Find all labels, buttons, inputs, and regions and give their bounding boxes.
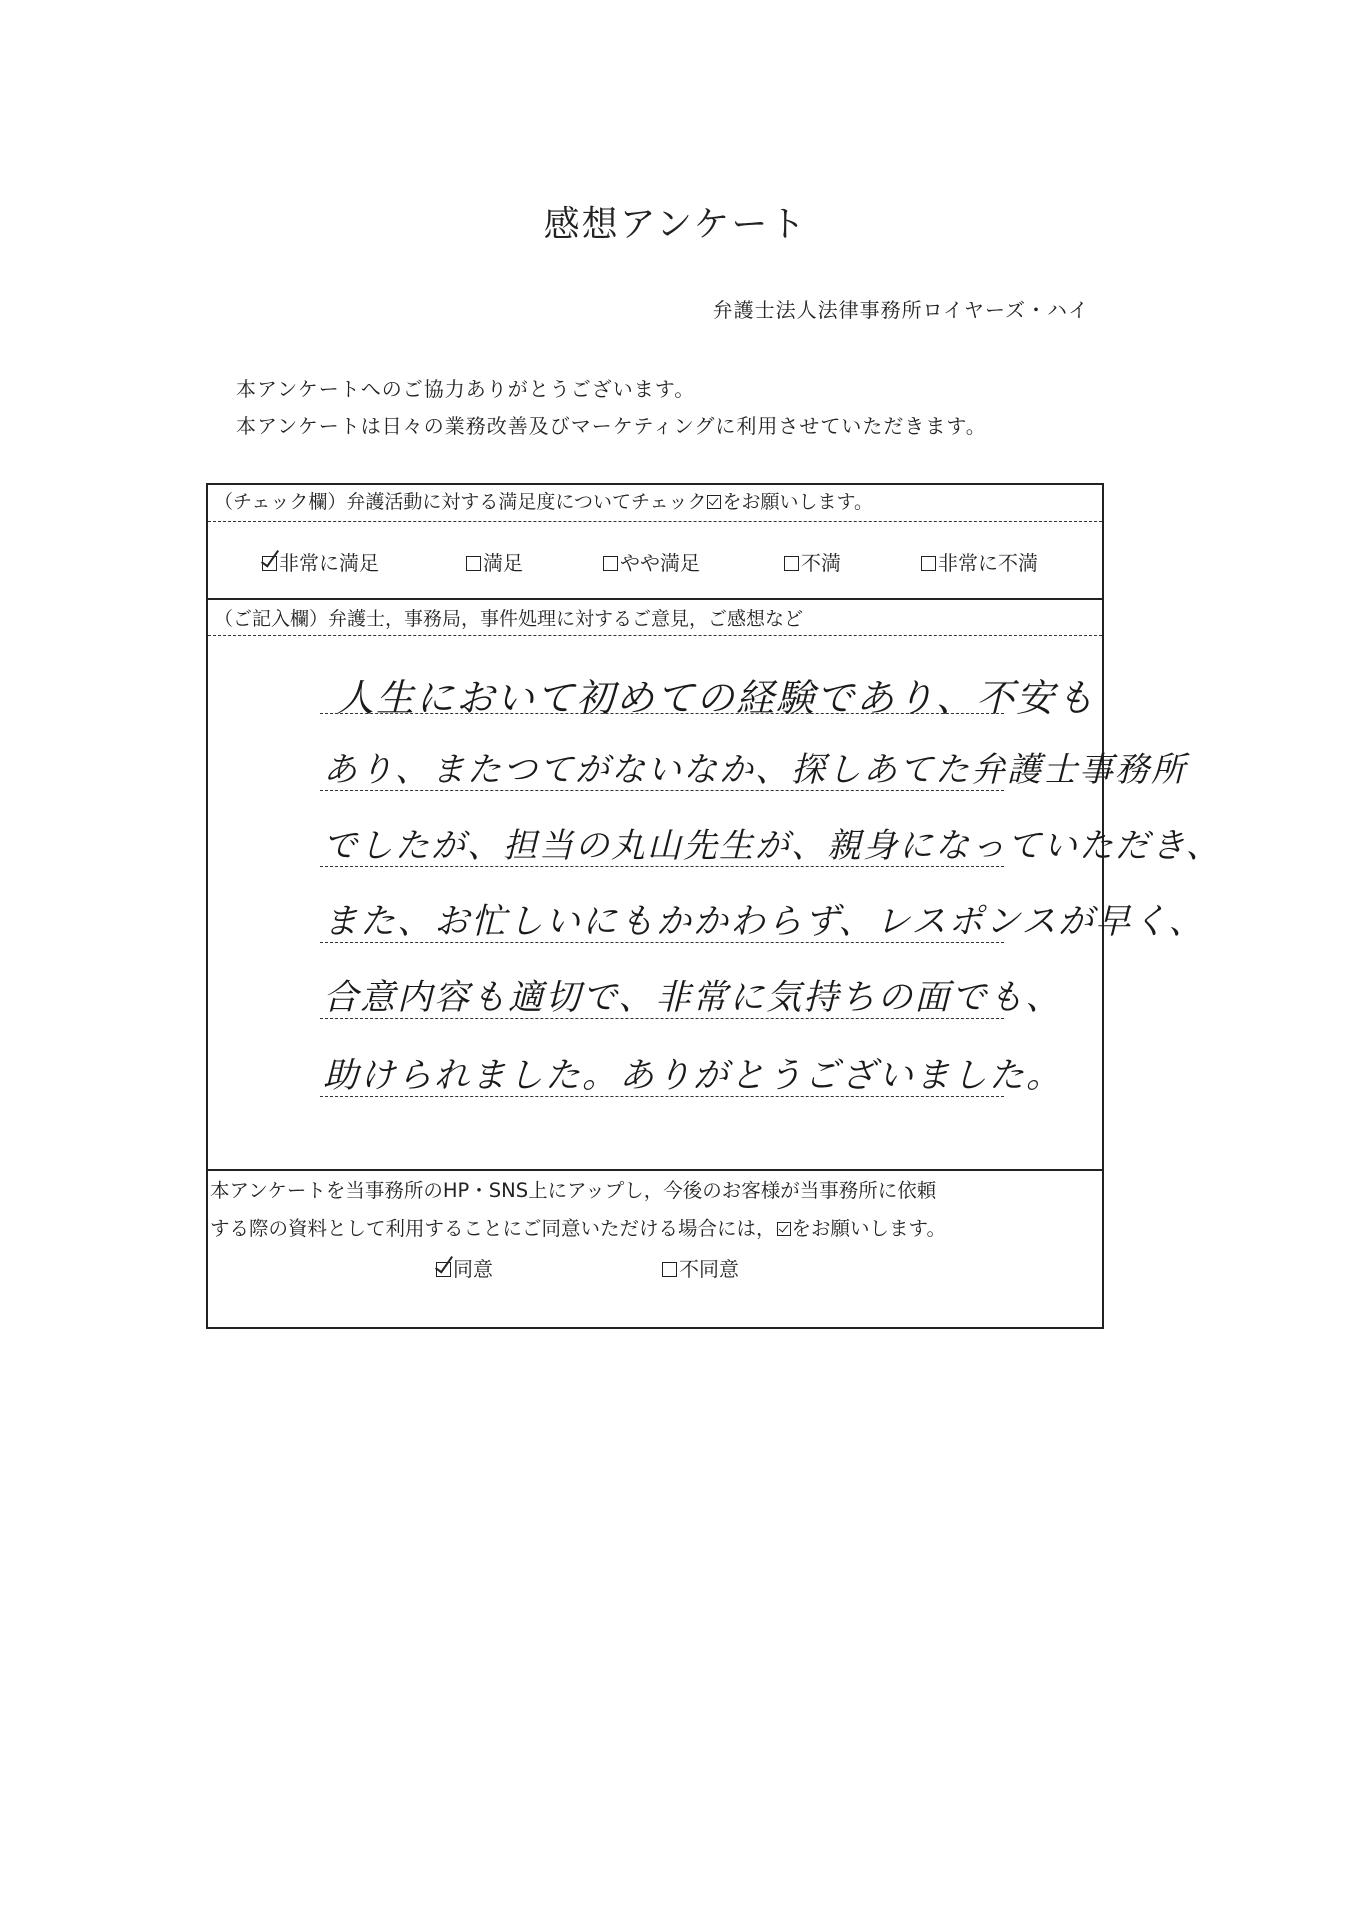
checkbox-icon[interactable] — [784, 556, 799, 571]
checkbox-checked-icon[interactable] — [436, 1262, 451, 1277]
writing-line — [320, 866, 1004, 867]
checkbox-icon[interactable] — [466, 556, 481, 571]
option-dissatisfied[interactable]: 不満 — [784, 547, 841, 576]
checkbox-sample-icon — [777, 1222, 791, 1236]
handwritten-line: でしたが、担当の丸山先生が、親身になっていただき、 — [323, 826, 1222, 866]
divider — [208, 1169, 1102, 1171]
divider — [208, 521, 1102, 522]
divider — [208, 598, 1102, 600]
writing-line — [320, 790, 1004, 791]
option-somewhat-satisfied[interactable]: やや満足 — [603, 547, 700, 576]
writing-line — [320, 942, 1004, 943]
option-very-dissatisfied[interactable]: 非常に不満 — [921, 547, 1038, 576]
checkbox-icon[interactable] — [662, 1262, 677, 1277]
consent-line-1: 本アンケートを当事務所のHP・SNS上にアップし，今後のお客様が当事務所に依頼 — [210, 1179, 937, 1202]
writing-line — [320, 713, 1004, 714]
option-very-satisfied[interactable]: 非常に満足 — [262, 547, 379, 576]
writing-line — [320, 1018, 1004, 1019]
checkbox-checked-icon[interactable] — [262, 556, 277, 571]
writing-line — [320, 1096, 1004, 1097]
option-satisfied[interactable]: 満足 — [466, 547, 523, 576]
handwritten-line: 人生において初めての経験であり、不安も — [336, 676, 1097, 720]
handwritten-line: あり、またつてがないなか、探しあてた弁護士事務所 — [323, 750, 1187, 790]
firm-name: 弁護士法人法律事務所ロイヤーズ・ハイ — [712, 298, 1089, 322]
checkbox-icon[interactable] — [603, 556, 618, 571]
comment-section-header: （ご記入欄）弁護士，事務局，事件処理に対するご意見，ご感想など — [214, 608, 804, 630]
handwritten-line: また、お忙しいにもかかわらず、レスポンスが早く、 — [323, 902, 1206, 942]
option-agree[interactable]: 同意 — [436, 1253, 493, 1282]
check-section-header: （チェック欄）弁護活動に対する満足度についてチェック をお願いします。 — [214, 491, 873, 513]
page-title: 感想アンケート — [543, 204, 808, 245]
checkbox-icon[interactable] — [921, 556, 936, 571]
intro-line-2: 本アンケートは日々の業務改善及びマーケティングに利用させていただきます。 — [236, 414, 987, 438]
handwritten-line: 助けられました。ありがとうございました。 — [323, 1056, 1064, 1096]
option-disagree[interactable]: 不同意 — [662, 1253, 739, 1282]
handwritten-line: 合意内容も適切で、非常に気持ちの面でも、 — [323, 978, 1063, 1018]
consent-line-2: する際の資料として利用することにご同意いただける場合には， をお願いします。 — [210, 1217, 946, 1240]
divider — [208, 635, 1102, 636]
survey-form — [206, 483, 1222, 1329]
checkbox-sample-icon — [707, 495, 721, 509]
intro-line-1: 本アンケートへのご協力ありがとうございます。 — [236, 377, 696, 401]
